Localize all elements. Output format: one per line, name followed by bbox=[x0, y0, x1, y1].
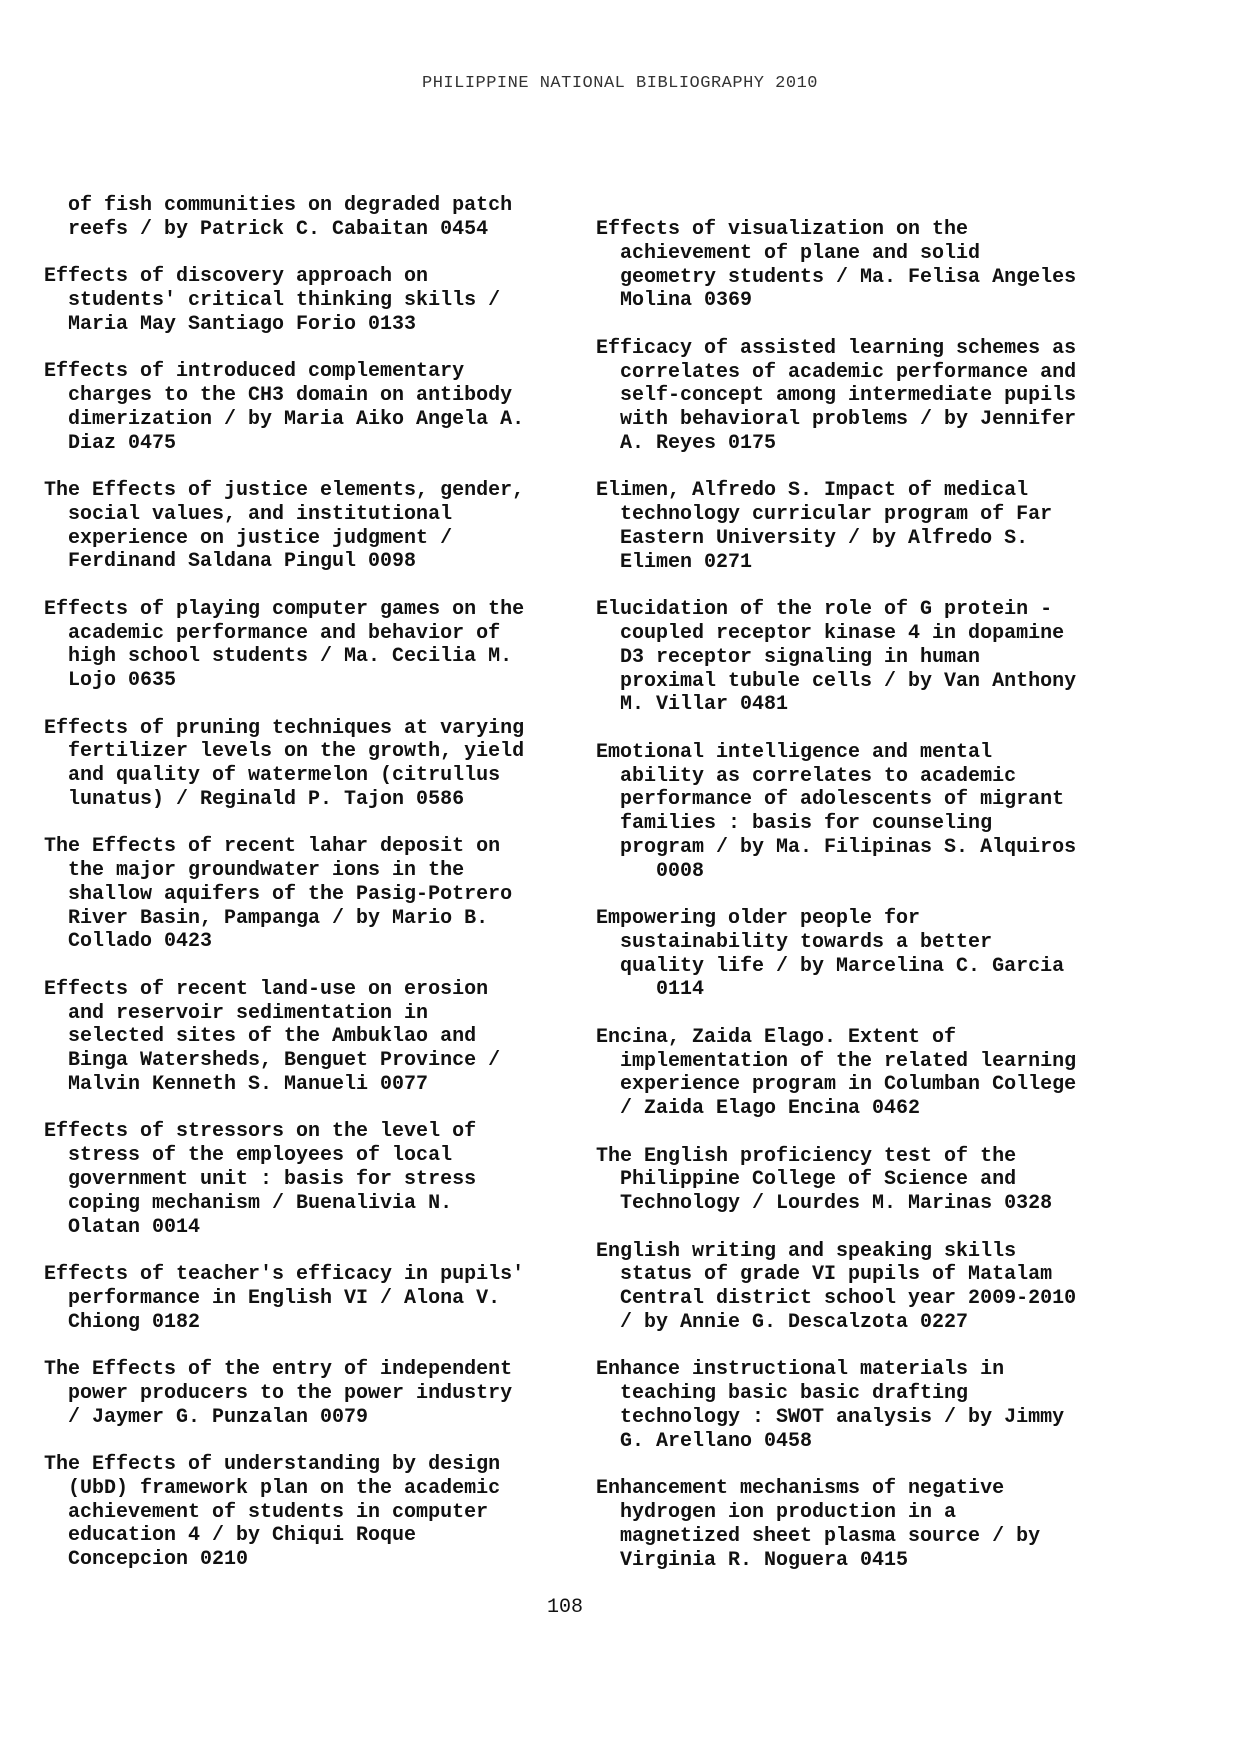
entry-line: Enhance instructional materials in bbox=[596, 1358, 1005, 1382]
entry-line: 0114 bbox=[596, 978, 705, 1002]
entry-line: Effects of teacher's efficacy in pupils' bbox=[44, 1263, 525, 1287]
entry-line: achievement of students in computer bbox=[44, 1500, 489, 1524]
entry-line: The English proficiency test of the bbox=[596, 1144, 1017, 1168]
bibliography-entry bbox=[44, 479, 574, 574]
entry-line: implementation of the related learning bbox=[596, 1049, 1077, 1073]
entry-line: the major groundwater ions in the bbox=[44, 859, 465, 883]
entry-line: charges to the CH3 domain on antibody bbox=[44, 383, 513, 407]
entry-line: teaching basic basic drafting bbox=[596, 1382, 969, 1406]
bibliography-entry bbox=[44, 598, 574, 693]
bibliography-entry bbox=[596, 598, 1126, 717]
entry-line: students' critical thinking skills / bbox=[44, 288, 501, 312]
entry-line: Collado 0423 bbox=[44, 930, 213, 954]
entry-line: experience on justice judgment / bbox=[44, 526, 453, 550]
page-number: 108 bbox=[546, 1596, 583, 1619]
entry-line: Enhancement mechanisms of negative bbox=[596, 1477, 1005, 1501]
entry-line: proximal tubule cells / by Van Anthony bbox=[596, 669, 1077, 693]
entry-line: academic performance and behavior of bbox=[44, 621, 501, 645]
bibliography-entry bbox=[596, 907, 1126, 1002]
entry-line: high school students / Ma. Cecilia M. bbox=[44, 645, 513, 669]
bibliography-entry bbox=[596, 479, 1126, 574]
entry-line: The Effects of understanding by design bbox=[44, 1453, 501, 1476]
entry-line: Maria May Santiago Forio 0133 bbox=[44, 312, 417, 336]
entry-line: magnetized sheet plasma source / by bbox=[596, 1524, 1041, 1548]
bibliography-entry bbox=[596, 1477, 1126, 1572]
bibliography-entry bbox=[596, 741, 1126, 884]
entry-line: The Effects of justice elements, gender, bbox=[44, 478, 525, 502]
entry-line: shallow aquifers of the Pasig-Potrero bbox=[44, 882, 513, 906]
entry-line: correlates of academic performance and bbox=[596, 360, 1077, 384]
entry-line: technology : SWOT analysis / by Jimmy bbox=[596, 1406, 1065, 1430]
left-column bbox=[44, 194, 574, 1596]
bibliography-entry bbox=[596, 337, 1126, 456]
entry-line: sustainability towards a better bbox=[596, 930, 993, 954]
bibliography-entry bbox=[44, 978, 574, 1097]
entry-line: program / by Ma. Filipinas S. Alquiros bbox=[596, 835, 1077, 859]
bibliography-entry bbox=[44, 717, 574, 812]
entry-line: M. Villar 0481 bbox=[596, 693, 789, 717]
entry-line: Chiong 0182 bbox=[44, 1310, 201, 1334]
entry-line: coping mechanism / Buenalivia N. bbox=[44, 1191, 453, 1215]
entry-line: Emotional intelligence and mental bbox=[596, 740, 993, 764]
entry-line: fertilizer levels on the growth, yield bbox=[44, 740, 525, 764]
bibliography-entry bbox=[44, 1453, 574, 1572]
entry-line: Effects of pruning techniques at varying bbox=[44, 716, 525, 740]
entry-line: The Effects of the entry of independent bbox=[44, 1358, 513, 1382]
bibliography-entry bbox=[44, 265, 574, 336]
entry-line: ability as correlates to academic bbox=[596, 764, 1017, 788]
entry-line: experience program in Columban College bbox=[596, 1073, 1077, 1097]
entry-line: Effects of stressors on the level of bbox=[44, 1120, 477, 1144]
entry-line: (UbD) framework plan on the academic bbox=[44, 1476, 501, 1500]
entry-line: selected sites of the Ambuklao and bbox=[44, 1025, 477, 1049]
entry-line: and quality of watermelon (citrullus bbox=[44, 764, 501, 788]
entry-line: Malvin Kenneth S. Manueli 0077 bbox=[44, 1073, 429, 1097]
entry-line: Molina 0369 bbox=[596, 289, 753, 313]
entry-line: The Effects of recent lahar deposit on bbox=[44, 835, 501, 859]
entry-line: geometry students / Ma. Felisa Angeles bbox=[596, 265, 1077, 289]
bibliography-entry bbox=[44, 1263, 574, 1334]
entry-line: English writing and speaking skills bbox=[596, 1239, 1017, 1263]
entry-line: education 4 / by Chiqui Roque bbox=[44, 1524, 417, 1548]
entry-line: Effects of discovery approach on bbox=[44, 265, 429, 289]
entry-line: Encina, Zaida Elago. Extent of bbox=[596, 1025, 957, 1049]
entry-line: Lojo 0635 bbox=[44, 669, 177, 693]
entry-line: Concepcion 0210 bbox=[44, 1548, 249, 1572]
entry-line: D3 receptor signaling in human bbox=[596, 645, 981, 669]
entry-line: G. Arellano 0458 bbox=[596, 1429, 813, 1453]
entry-line: Central district school year 2009-2010 bbox=[596, 1287, 1077, 1311]
entry-line: Effects of introduced complementary bbox=[44, 360, 465, 384]
bibliography-entry bbox=[44, 360, 574, 455]
entry-line: lunatus) / Reginald P. Tajon 0586 bbox=[44, 787, 465, 811]
right-column bbox=[596, 218, 1126, 1596]
entry-line: hydrogen ion production in a bbox=[596, 1501, 957, 1524]
bibliography-entry bbox=[596, 218, 1126, 313]
entry-line: coupled receptor kinase 4 in dopamine bbox=[596, 621, 1065, 645]
entry-line: Efficacy of assisted learning schemes as bbox=[596, 336, 1077, 360]
entry-line: technology curricular program of Far bbox=[596, 503, 1053, 527]
entry-line: dimerization / by Maria Aiko Angela A. bbox=[44, 407, 525, 431]
entry-line: Ferdinand Saldana Pingul 0098 bbox=[44, 550, 417, 574]
entry-line: of fish communities on degraded patch bbox=[44, 194, 513, 217]
entry-line: / Zaida Elago Encina 0462 bbox=[596, 1097, 921, 1121]
entry-line: Philippine College of Science and bbox=[596, 1168, 1017, 1192]
entry-line: Effects of visualization on the bbox=[596, 218, 969, 241]
entry-line: / by Annie G. Descalzota 0227 bbox=[596, 1311, 969, 1335]
entry-line: power producers to the power industry bbox=[44, 1381, 513, 1405]
entry-line: Eastern University / by Alfredo S. bbox=[596, 526, 1029, 550]
entry-line: with behavioral problems / by Jennifer bbox=[596, 408, 1077, 432]
entry-line: Effects of playing computer games on the bbox=[44, 597, 525, 621]
entry-line: / Jaymer G. Punzalan 0079 bbox=[44, 1405, 369, 1429]
bibliography-entry bbox=[44, 1120, 574, 1239]
entry-line: families : basis for counseling bbox=[596, 812, 993, 836]
entry-line: Empowering older people for bbox=[596, 907, 921, 931]
entry-line: Virginia R. Noguera 0415 bbox=[596, 1548, 909, 1572]
entry-line: quality life / by Marcelina C. Garcia bbox=[596, 954, 1065, 978]
entry-line: social values, and institutional bbox=[44, 502, 453, 526]
bibliography-entry bbox=[44, 835, 574, 954]
entry-line: government unit : basis for stress bbox=[44, 1168, 477, 1192]
entry-line: performance of adolescents of migrant bbox=[596, 788, 1065, 812]
entry-line: self-concept among intermediate pupils bbox=[596, 384, 1077, 408]
entry-line: and reservoir sedimentation in bbox=[44, 1001, 429, 1025]
entry-line: stress of the employees of local bbox=[44, 1144, 453, 1168]
entry-line: River Basin, Pampanga / by Mario B. bbox=[44, 906, 489, 930]
entry-line: reefs / by Patrick C. Cabaitan 0454 bbox=[44, 217, 489, 241]
entry-line: Olatan 0014 bbox=[44, 1215, 201, 1239]
entry-line: Elucidation of the role of G protein - bbox=[596, 598, 1053, 622]
entry-line: performance in English VI / Alona V. bbox=[44, 1286, 501, 1310]
entry-line: Elimen 0271 bbox=[596, 550, 753, 574]
bibliography-entry bbox=[596, 1358, 1126, 1453]
bibliography-entry bbox=[596, 1240, 1126, 1335]
bibliography-entry bbox=[596, 1026, 1126, 1121]
entry-line: Diaz 0475 bbox=[44, 431, 177, 455]
bibliography-entry bbox=[44, 194, 574, 242]
entry-line: achievement of plane and solid bbox=[596, 241, 981, 265]
entry-line: Elimen, Alfredo S. Impact of medical bbox=[596, 479, 1029, 503]
entry-line: Binga Watersheds, Benguet Province / bbox=[44, 1049, 501, 1073]
running-header: PHILIPPINE NATIONAL BIBLIOGRAPHY 2010 bbox=[422, 74, 818, 93]
entry-line: Effects of recent land-use on erosion bbox=[44, 977, 489, 1001]
entry-line: Technology / Lourdes M. Marinas 0328 bbox=[596, 1192, 1053, 1216]
entry-line: A. Reyes 0175 bbox=[596, 431, 777, 455]
entry-line: status of grade VI pupils of Matalam bbox=[596, 1263, 1053, 1287]
entry-line: 0008 bbox=[596, 859, 705, 883]
bibliography-entry bbox=[44, 1358, 574, 1429]
bibliography-entry bbox=[596, 1145, 1126, 1216]
